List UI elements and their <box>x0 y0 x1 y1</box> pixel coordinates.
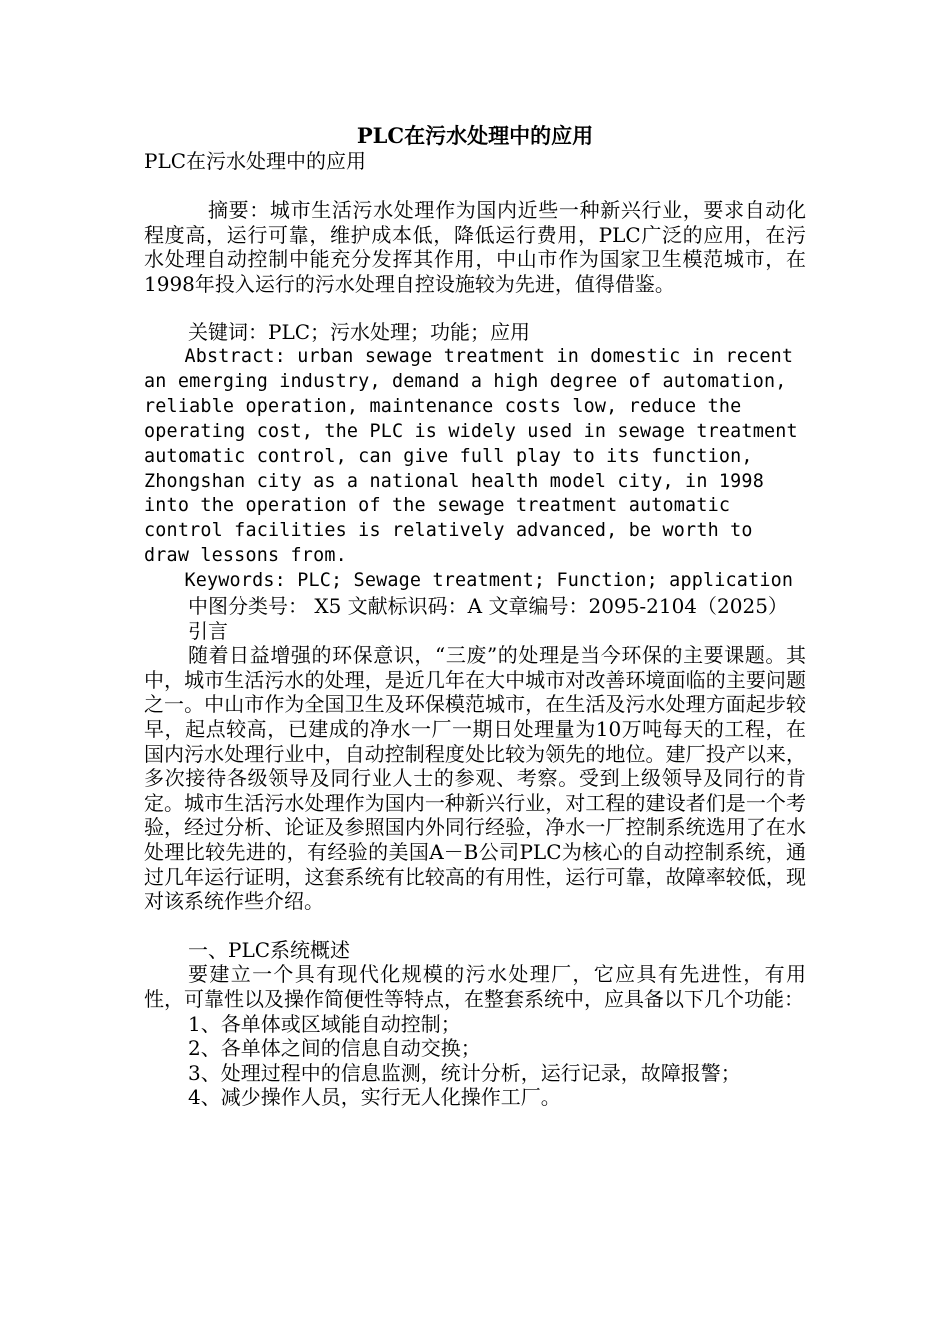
document-title: PLC在污水处理中的应用 <box>356 123 594 148</box>
intro-paragraph: 随着日益增强的环保意识，“三废”的处理是当今环保的主要课题。其中，城市生活污水的处理，是近几年在大中城市对改善环境面临的主要问题之一。中山市作为全国卫生及环保模范城市，在生活及污水处理方面起步较早，起点较高，已建成的净水一厂一期日处理量为10万吨每天的工程，在国内污水处理行业中，自动控制程度处比较为领先的地位。建厂投产以来，多次接待各级领导及同行业人士的参观、考察。受到上级领导及同行的肯定。城市生活污水处理作为国内一种新兴行业，对工程的建设者们是一个考验，经过分析、论证及参照国内外同行经验，净水一厂控制系统选用了在水处理比较先进的，有经验的美国A－B公司PLC为核心的自动控制系统，通过几年运行证明，这套系统有比较高的有用性，运行可靠，故障率较低，现对该系统作些介绍。 <box>144 643 806 914</box>
list-item: 4、减少操作人员，实行无人化操作工厂。 <box>188 1085 561 1110</box>
document-body <box>144 198 806 1110</box>
keywords-cn: 关键词：PLC；污水处理；功能；应用 <box>188 320 531 345</box>
section1-heading: 一、PLC系统概述 <box>188 937 351 962</box>
keywords-en: Keywords: PLC; Sewage treatment; Function; application <box>184 570 794 592</box>
classification-line: 中图分类号： X5 文献标识码：A 文章编号：2095-2104（2025） <box>188 594 788 619</box>
section1-paragraph: 要建立一个具有现代化规模的污水处理厂，它应具有先进性，有用性，可靠性以及操作简便性等特点，在整套系统中，应具备以下几个功能： <box>144 962 806 1011</box>
abstract-en: Abstract: urban sewage treatment in domestic in recent an emerging industry, demand a high degree of automation, reliable operation, maintenance costs low, reduce the operating cost, the PLC is widely used in sewage treatment automatic control, can give full play to its function, Zhongshan city as a national health model city, in 1998 into the operation of the sewage treatment automatic control facilities is relatively advanced, be worth to draw lessons from. <box>144 345 798 567</box>
document-subtitle: PLC在污水处理中的应用 <box>144 149 367 173</box>
intro-heading: 引言 <box>188 618 228 643</box>
list-item: 1、各单体或区域能自动控制； <box>188 1011 461 1036</box>
list-item: 3、处理过程中的信息监测，统计分析，运行记录，故障报警； <box>188 1060 741 1085</box>
paragraph-spacer <box>144 914 806 938</box>
list-item: 2、各单体之间的信息自动交换； <box>188 1036 481 1061</box>
abstract-cn: 摘要：城市生活污水处理作为国内近些一种新兴行业，要求自动化程度高，运行可靠，维护成本低，降低运行费用，PLC广泛的应用，在污水处理自动控制中能充分发挥其作用，中山市作为国家卫生模范城市，在1998年投入运行的污水处理自控设施较为先进，值得借鉴。 <box>144 198 806 296</box>
